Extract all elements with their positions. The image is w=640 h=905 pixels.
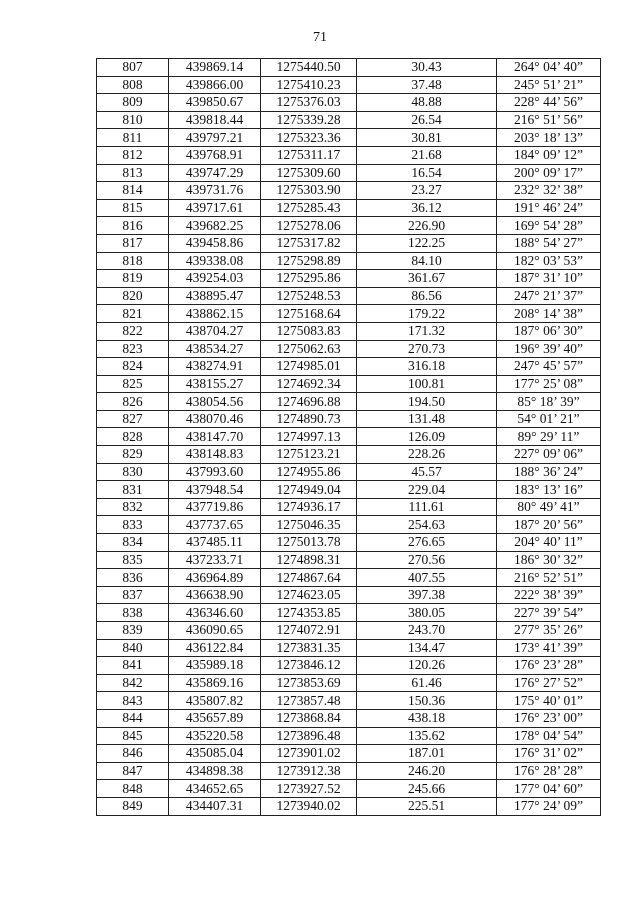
x-coordinate-cell: 437993.60 <box>169 463 261 481</box>
y-coordinate-cell: 1274890.73 <box>261 410 357 428</box>
direction-angle-cell: 184° 09’ 12” <box>497 146 601 164</box>
x-coordinate-cell: 436638.90 <box>169 586 261 604</box>
table-row <box>97 217 601 235</box>
table-row <box>97 498 601 516</box>
table-row <box>97 340 601 358</box>
x-coordinate-cell: 434652.65 <box>169 780 261 798</box>
y-coordinate-cell: 1273831.35 <box>261 639 357 657</box>
direction-angle-cell: 187° 31’ 10” <box>497 270 601 288</box>
y-coordinate-cell: 1274353.85 <box>261 604 357 622</box>
point-number-cell: 808 <box>97 76 169 94</box>
page-number: 71 <box>313 30 327 45</box>
y-coordinate-cell: 1275062.63 <box>261 340 357 358</box>
y-coordinate-cell: 1275410.23 <box>261 76 357 94</box>
length-cell: 26.54 <box>357 111 497 129</box>
y-coordinate-cell: 1273853.69 <box>261 674 357 692</box>
point-number-cell: 824 <box>97 358 169 376</box>
point-number-cell: 813 <box>97 164 169 182</box>
x-coordinate-cell: 438054.56 <box>169 393 261 411</box>
direction-angle-cell: 227° 39’ 54” <box>497 604 601 622</box>
point-number-cell: 834 <box>97 534 169 552</box>
x-coordinate-cell: 438148.83 <box>169 446 261 464</box>
table-row <box>97 797 601 815</box>
length-cell: 243.70 <box>357 622 497 640</box>
x-coordinate-cell: 439866.00 <box>169 76 261 94</box>
table-row <box>97 586 601 604</box>
point-number-cell: 837 <box>97 586 169 604</box>
length-cell: 100.81 <box>357 375 497 393</box>
direction-angle-cell: 264° 04’ 40” <box>497 59 601 77</box>
x-coordinate-cell: 438895.47 <box>169 287 261 305</box>
point-number-cell: 821 <box>97 305 169 323</box>
direction-angle-cell: 183° 13’ 16” <box>497 481 601 499</box>
length-cell: 254.63 <box>357 516 497 534</box>
point-number-cell: 830 <box>97 463 169 481</box>
table-row <box>97 709 601 727</box>
length-cell: 228.26 <box>357 446 497 464</box>
y-coordinate-cell: 1273846.12 <box>261 657 357 675</box>
length-cell: 316.18 <box>357 358 497 376</box>
y-coordinate-cell: 1273912.38 <box>261 762 357 780</box>
coordinates-table <box>96 58 601 816</box>
x-coordinate-cell: 436122.84 <box>169 639 261 657</box>
direction-angle-cell: 188° 36’ 24” <box>497 463 601 481</box>
x-coordinate-cell: 436964.89 <box>169 569 261 587</box>
table-row <box>97 674 601 692</box>
point-number-cell: 828 <box>97 428 169 446</box>
table-row <box>97 146 601 164</box>
x-coordinate-cell: 435989.18 <box>169 657 261 675</box>
table-row <box>97 551 601 569</box>
point-number-cell: 829 <box>97 446 169 464</box>
point-number-cell: 822 <box>97 322 169 340</box>
y-coordinate-cell: 1275168.64 <box>261 305 357 323</box>
table-row <box>97 463 601 481</box>
x-coordinate-cell: 438147.70 <box>169 428 261 446</box>
length-cell: 150.36 <box>357 692 497 710</box>
length-cell: 120.26 <box>357 657 497 675</box>
table-row <box>97 129 601 147</box>
length-cell: 36.12 <box>357 199 497 217</box>
length-cell: 246.20 <box>357 762 497 780</box>
table-row <box>97 164 601 182</box>
point-number-cell: 818 <box>97 252 169 270</box>
table-row <box>97 199 601 217</box>
length-cell: 37.48 <box>357 76 497 94</box>
table-row <box>97 622 601 640</box>
direction-angle-cell: 216° 51’ 56” <box>497 111 601 129</box>
point-number-cell: 840 <box>97 639 169 657</box>
point-number-cell: 815 <box>97 199 169 217</box>
direction-angle-cell: 186° 30’ 32” <box>497 551 601 569</box>
x-coordinate-cell: 439682.25 <box>169 217 261 235</box>
direction-angle-cell: 85° 18’ 39” <box>497 393 601 411</box>
coordinates-table-body <box>97 59 601 816</box>
y-coordinate-cell: 1274898.31 <box>261 551 357 569</box>
x-coordinate-cell: 438862.15 <box>169 305 261 323</box>
point-number-cell: 847 <box>97 762 169 780</box>
length-cell: 276.65 <box>357 534 497 552</box>
length-cell: 111.61 <box>357 498 497 516</box>
x-coordinate-cell: 439869.14 <box>169 59 261 77</box>
length-cell: 30.81 <box>357 129 497 147</box>
direction-angle-cell: 176° 23’ 00” <box>497 709 601 727</box>
y-coordinate-cell: 1274692.34 <box>261 375 357 393</box>
table-row <box>97 375 601 393</box>
length-cell: 380.05 <box>357 604 497 622</box>
table-row <box>97 780 601 798</box>
table-row <box>97 516 601 534</box>
table-row <box>97 94 601 112</box>
x-coordinate-cell: 437485.11 <box>169 534 261 552</box>
x-coordinate-cell: 434407.31 <box>169 797 261 815</box>
point-number-cell: 848 <box>97 780 169 798</box>
table-row <box>97 305 601 323</box>
point-number-cell: 823 <box>97 340 169 358</box>
x-coordinate-cell: 437233.71 <box>169 551 261 569</box>
x-coordinate-cell: 439254.03 <box>169 270 261 288</box>
y-coordinate-cell: 1275013.78 <box>261 534 357 552</box>
point-number-cell: 817 <box>97 234 169 252</box>
y-coordinate-cell: 1275309.60 <box>261 164 357 182</box>
direction-angle-cell: 169° 54’ 28” <box>497 217 601 235</box>
direction-angle-cell: 176° 27’ 52” <box>497 674 601 692</box>
direction-angle-cell: 203° 18’ 13” <box>497 129 601 147</box>
y-coordinate-cell: 1275295.86 <box>261 270 357 288</box>
point-number-cell: 845 <box>97 727 169 745</box>
y-coordinate-cell: 1275278.06 <box>261 217 357 235</box>
y-coordinate-cell: 1273901.02 <box>261 745 357 763</box>
y-coordinate-cell: 1275376.03 <box>261 94 357 112</box>
x-coordinate-cell: 439850.67 <box>169 94 261 112</box>
length-cell: 245.66 <box>357 780 497 798</box>
point-number-cell: 825 <box>97 375 169 393</box>
direction-angle-cell: 208° 14’ 38” <box>497 305 601 323</box>
point-number-cell: 819 <box>97 270 169 288</box>
point-number-cell: 810 <box>97 111 169 129</box>
length-cell: 134.47 <box>357 639 497 657</box>
table-row <box>97 410 601 428</box>
x-coordinate-cell: 439818.44 <box>169 111 261 129</box>
x-coordinate-cell: 438274.91 <box>169 358 261 376</box>
length-cell: 225.51 <box>357 797 497 815</box>
length-cell: 48.88 <box>357 94 497 112</box>
point-number-cell: 835 <box>97 551 169 569</box>
y-coordinate-cell: 1275083.83 <box>261 322 357 340</box>
x-coordinate-cell: 435085.04 <box>169 745 261 763</box>
direction-angle-cell: 196° 39’ 40” <box>497 340 601 358</box>
length-cell: 135.62 <box>357 727 497 745</box>
point-number-cell: 816 <box>97 217 169 235</box>
direction-angle-cell: 204° 40’ 11” <box>497 534 601 552</box>
length-cell: 126.09 <box>357 428 497 446</box>
point-number-cell: 843 <box>97 692 169 710</box>
point-number-cell: 820 <box>97 287 169 305</box>
y-coordinate-cell: 1274985.01 <box>261 358 357 376</box>
table-row <box>97 393 601 411</box>
direction-angle-cell: 222° 38’ 39” <box>497 586 601 604</box>
table-row <box>97 76 601 94</box>
x-coordinate-cell: 438704.27 <box>169 322 261 340</box>
y-coordinate-cell: 1273940.02 <box>261 797 357 815</box>
table-row <box>97 657 601 675</box>
direction-angle-cell: 89° 29’ 11” <box>497 428 601 446</box>
point-number-cell: 836 <box>97 569 169 587</box>
point-number-cell: 807 <box>97 59 169 77</box>
direction-angle-cell: 191° 46’ 24” <box>497 199 601 217</box>
y-coordinate-cell: 1275123.21 <box>261 446 357 464</box>
x-coordinate-cell: 435869.16 <box>169 674 261 692</box>
y-coordinate-cell: 1273857.48 <box>261 692 357 710</box>
table-row <box>97 745 601 763</box>
length-cell: 21.68 <box>357 146 497 164</box>
x-coordinate-cell: 439731.76 <box>169 182 261 200</box>
point-number-cell: 811 <box>97 129 169 147</box>
direction-angle-cell: 176° 23’ 28” <box>497 657 601 675</box>
point-number-cell: 826 <box>97 393 169 411</box>
x-coordinate-cell: 436346.60 <box>169 604 261 622</box>
table-row <box>97 534 601 552</box>
y-coordinate-cell: 1275311.17 <box>261 146 357 164</box>
y-coordinate-cell: 1275298.89 <box>261 252 357 270</box>
direction-angle-cell: 216° 52’ 51” <box>497 569 601 587</box>
length-cell: 187.01 <box>357 745 497 763</box>
length-cell: 361.67 <box>357 270 497 288</box>
length-cell: 30.43 <box>357 59 497 77</box>
length-cell: 171.32 <box>357 322 497 340</box>
y-coordinate-cell: 1274696.88 <box>261 393 357 411</box>
x-coordinate-cell: 435657.89 <box>169 709 261 727</box>
x-coordinate-cell: 434898.38 <box>169 762 261 780</box>
y-coordinate-cell: 1275046.35 <box>261 516 357 534</box>
length-cell: 131.48 <box>357 410 497 428</box>
direction-angle-cell: 188° 54’ 27” <box>497 234 601 252</box>
y-coordinate-cell: 1275303.90 <box>261 182 357 200</box>
direction-angle-cell: 182° 03’ 53” <box>497 252 601 270</box>
point-number-cell: 839 <box>97 622 169 640</box>
x-coordinate-cell: 435807.82 <box>169 692 261 710</box>
y-coordinate-cell: 1275339.28 <box>261 111 357 129</box>
direction-angle-cell: 54° 01’ 21” <box>497 410 601 428</box>
x-coordinate-cell: 439768.91 <box>169 146 261 164</box>
y-coordinate-cell: 1273868.84 <box>261 709 357 727</box>
length-cell: 226.90 <box>357 217 497 235</box>
x-coordinate-cell: 437948.54 <box>169 481 261 499</box>
point-number-cell: 841 <box>97 657 169 675</box>
direction-angle-cell: 80° 49’ 41” <box>497 498 601 516</box>
direction-angle-cell: 187° 06’ 30” <box>497 322 601 340</box>
direction-angle-cell: 175° 40’ 01” <box>497 692 601 710</box>
direction-angle-cell: 228° 44’ 56” <box>497 94 601 112</box>
x-coordinate-cell: 439747.29 <box>169 164 261 182</box>
length-cell: 229.04 <box>357 481 497 499</box>
y-coordinate-cell: 1274997.13 <box>261 428 357 446</box>
table-row <box>97 639 601 657</box>
length-cell: 122.25 <box>357 234 497 252</box>
table-row <box>97 59 601 77</box>
x-coordinate-cell: 435220.58 <box>169 727 261 745</box>
point-number-cell: 838 <box>97 604 169 622</box>
length-cell: 23.27 <box>357 182 497 200</box>
point-number-cell: 846 <box>97 745 169 763</box>
length-cell: 407.55 <box>357 569 497 587</box>
y-coordinate-cell: 1274936.17 <box>261 498 357 516</box>
point-number-cell: 842 <box>97 674 169 692</box>
direction-angle-cell: 177° 25’ 08” <box>497 375 601 393</box>
table-row <box>97 270 601 288</box>
y-coordinate-cell: 1274072.91 <box>261 622 357 640</box>
direction-angle-cell: 232° 32’ 38” <box>497 182 601 200</box>
table-row <box>97 252 601 270</box>
table-row <box>97 111 601 129</box>
direction-angle-cell: 277° 35’ 26” <box>497 622 601 640</box>
length-cell: 86.56 <box>357 287 497 305</box>
y-coordinate-cell: 1273896.48 <box>261 727 357 745</box>
x-coordinate-cell: 439797.21 <box>169 129 261 147</box>
length-cell: 194.50 <box>357 393 497 411</box>
table-row <box>97 287 601 305</box>
point-number-cell: 827 <box>97 410 169 428</box>
table-row <box>97 428 601 446</box>
x-coordinate-cell: 436090.65 <box>169 622 261 640</box>
point-number-cell: 832 <box>97 498 169 516</box>
direction-angle-cell: 200° 09’ 17” <box>497 164 601 182</box>
y-coordinate-cell: 1275285.43 <box>261 199 357 217</box>
direction-angle-cell: 177° 24’ 09” <box>497 797 601 815</box>
direction-angle-cell: 247° 45’ 57” <box>497 358 601 376</box>
length-cell: 270.73 <box>357 340 497 358</box>
table-row <box>97 322 601 340</box>
point-number-cell: 812 <box>97 146 169 164</box>
y-coordinate-cell: 1274867.64 <box>261 569 357 587</box>
direction-angle-cell: 178° 04’ 54” <box>497 727 601 745</box>
y-coordinate-cell: 1274623.05 <box>261 586 357 604</box>
length-cell: 397.38 <box>357 586 497 604</box>
table-row <box>97 692 601 710</box>
point-number-cell: 833 <box>97 516 169 534</box>
length-cell: 16.54 <box>357 164 497 182</box>
x-coordinate-cell: 438155.27 <box>169 375 261 393</box>
table-row <box>97 234 601 252</box>
y-coordinate-cell: 1274955.86 <box>261 463 357 481</box>
x-coordinate-cell: 437719.86 <box>169 498 261 516</box>
length-cell: 438.18 <box>357 709 497 727</box>
y-coordinate-cell: 1275248.53 <box>261 287 357 305</box>
point-number-cell: 809 <box>97 94 169 112</box>
length-cell: 45.57 <box>357 463 497 481</box>
y-coordinate-cell: 1275317.82 <box>261 234 357 252</box>
table-row <box>97 358 601 376</box>
point-number-cell: 814 <box>97 182 169 200</box>
x-coordinate-cell: 439717.61 <box>169 199 261 217</box>
x-coordinate-cell: 438534.27 <box>169 340 261 358</box>
direction-angle-cell: 187° 20’ 56” <box>497 516 601 534</box>
table-row <box>97 762 601 780</box>
direction-angle-cell: 227° 09’ 06” <box>497 446 601 464</box>
length-cell: 270.56 <box>357 551 497 569</box>
length-cell: 84.10 <box>357 252 497 270</box>
direction-angle-cell: 247° 21’ 37” <box>497 287 601 305</box>
x-coordinate-cell: 439458.86 <box>169 234 261 252</box>
point-number-cell: 849 <box>97 797 169 815</box>
y-coordinate-cell: 1273927.52 <box>261 780 357 798</box>
table-row <box>97 481 601 499</box>
table-row <box>97 569 601 587</box>
y-coordinate-cell: 1275440.50 <box>261 59 357 77</box>
length-cell: 61.46 <box>357 674 497 692</box>
table-row <box>97 446 601 464</box>
x-coordinate-cell: 439338.08 <box>169 252 261 270</box>
y-coordinate-cell: 1275323.36 <box>261 129 357 147</box>
point-number-cell: 844 <box>97 709 169 727</box>
direction-angle-cell: 177° 04’ 60” <box>497 780 601 798</box>
direction-angle-cell: 245° 51’ 21” <box>497 76 601 94</box>
direction-angle-cell: 176° 28’ 28” <box>497 762 601 780</box>
x-coordinate-cell: 438070.46 <box>169 410 261 428</box>
point-number-cell: 831 <box>97 481 169 499</box>
y-coordinate-cell: 1274949.04 <box>261 481 357 499</box>
length-cell: 179.22 <box>357 305 497 323</box>
table-row <box>97 182 601 200</box>
table-row <box>97 727 601 745</box>
direction-angle-cell: 173° 41’ 39” <box>497 639 601 657</box>
direction-angle-cell: 176° 31’ 02” <box>497 745 601 763</box>
x-coordinate-cell: 437737.65 <box>169 516 261 534</box>
table-row <box>97 604 601 622</box>
